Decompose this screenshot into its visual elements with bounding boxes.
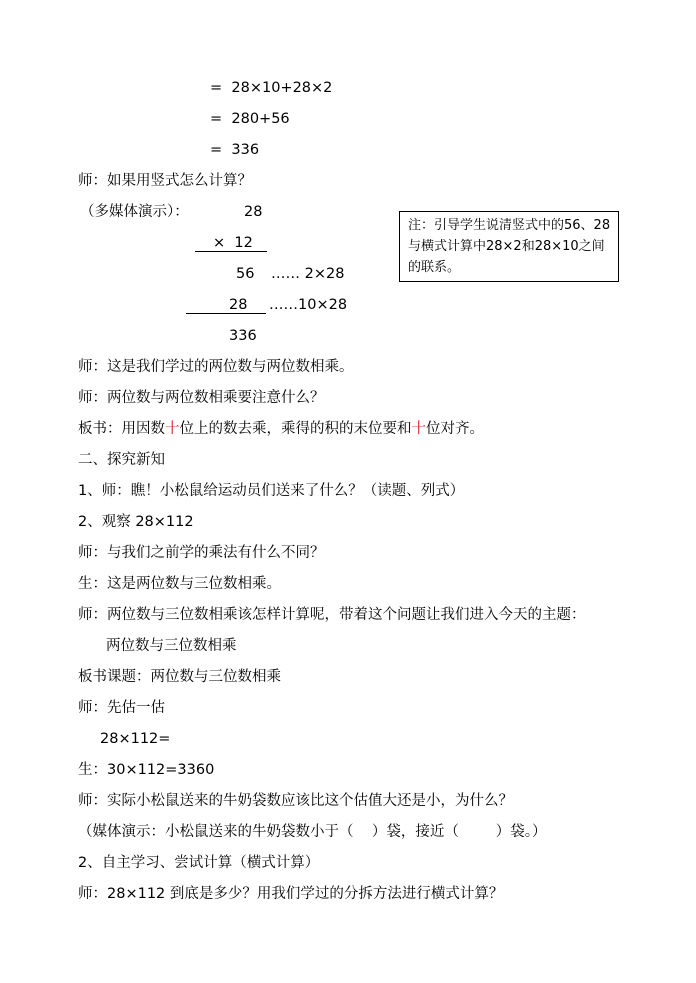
board-rule	[78, 419, 484, 439]
vertical-partial-1-note: …… 2×28	[271, 266, 345, 282]
calc-step-1: = 28×10+28×2	[210, 80, 333, 96]
board-rule-c: 位对齐。	[426, 421, 484, 437]
item-2b: 2、自主学习、尝试计算（横式计算）	[78, 855, 320, 871]
student-estimate: 生：30×112=3360	[78, 762, 215, 778]
calc-step-2: = 280+56	[210, 111, 290, 127]
media-demo-2: （媒体演示：小松鼠送来的牛奶袋数小于（ ）袋，接近（ ）袋。）	[78, 824, 547, 840]
teacher-estimate: 师：先估一估	[78, 700, 165, 716]
board-rule-a: 板书：用因数	[78, 421, 165, 437]
topic-title: 两位数与三位数相乘	[106, 638, 237, 654]
vertical-partial-2-note: ……10×28	[269, 297, 348, 313]
board-topic-title: 板书课题：两位数与三位数相乘	[78, 669, 281, 685]
item-2: 2、观察 28×112	[78, 514, 194, 530]
calc-step-3: = 336	[210, 142, 260, 158]
vertical-rule-2	[186, 313, 266, 314]
board-rule-b: 位上的数去乘，乘得的积的末位要和	[179, 421, 412, 437]
teacher-diff-question: 师：与我们之前学的乘法有什么不同？	[78, 545, 325, 561]
review-line-1: 师：这是我们学过的两位数与两位数相乘。	[78, 359, 354, 375]
item-1: 1、师：瞧！小松鼠给运动员们送来了什么？（读题、列式）	[78, 483, 465, 499]
review-line-2: 师：两位数与两位数相乘要注意什么？	[78, 390, 325, 406]
vertical-top-number: 28	[244, 204, 263, 220]
teacher-final-question: 师：28×112 到底是多少？用我们学过的分拆方法进行横式计算？	[78, 886, 504, 902]
board-rule-ten-1: 十	[165, 421, 180, 437]
vertical-partial-2: 28	[229, 297, 248, 313]
teacher-compare: 师：实际小松鼠送来的牛奶袋数应该比这个估值大还是小，为什么？	[78, 793, 513, 809]
vertical-result: 336	[229, 328, 257, 344]
board-rule-ten-2: 十	[411, 421, 426, 437]
estimate-expression: 28×112=	[100, 731, 171, 747]
vertical-rule-1	[195, 251, 267, 252]
vertical-multiplier: × 12	[213, 235, 253, 251]
student-answer: 生：这是两位数与三位数相乘。	[78, 576, 281, 592]
teacher-how-question: 师：两位数与三位数相乘该怎样计算呢，带着这个问题让我们进入今天的主题：	[78, 607, 586, 623]
multimedia-label: （多媒体演示）：	[80, 204, 189, 220]
vertical-partial-1: 56	[236, 266, 255, 282]
section-heading: 二、探究新知	[78, 452, 165, 468]
question-vertical: 师：如果用竖式怎么计算？	[78, 173, 252, 189]
teaching-note-box	[399, 211, 619, 282]
teaching-note-text: 注：引导学生说清竖式中的56、28与横式计算中28×2和28×10之间的联系。	[408, 218, 611, 275]
